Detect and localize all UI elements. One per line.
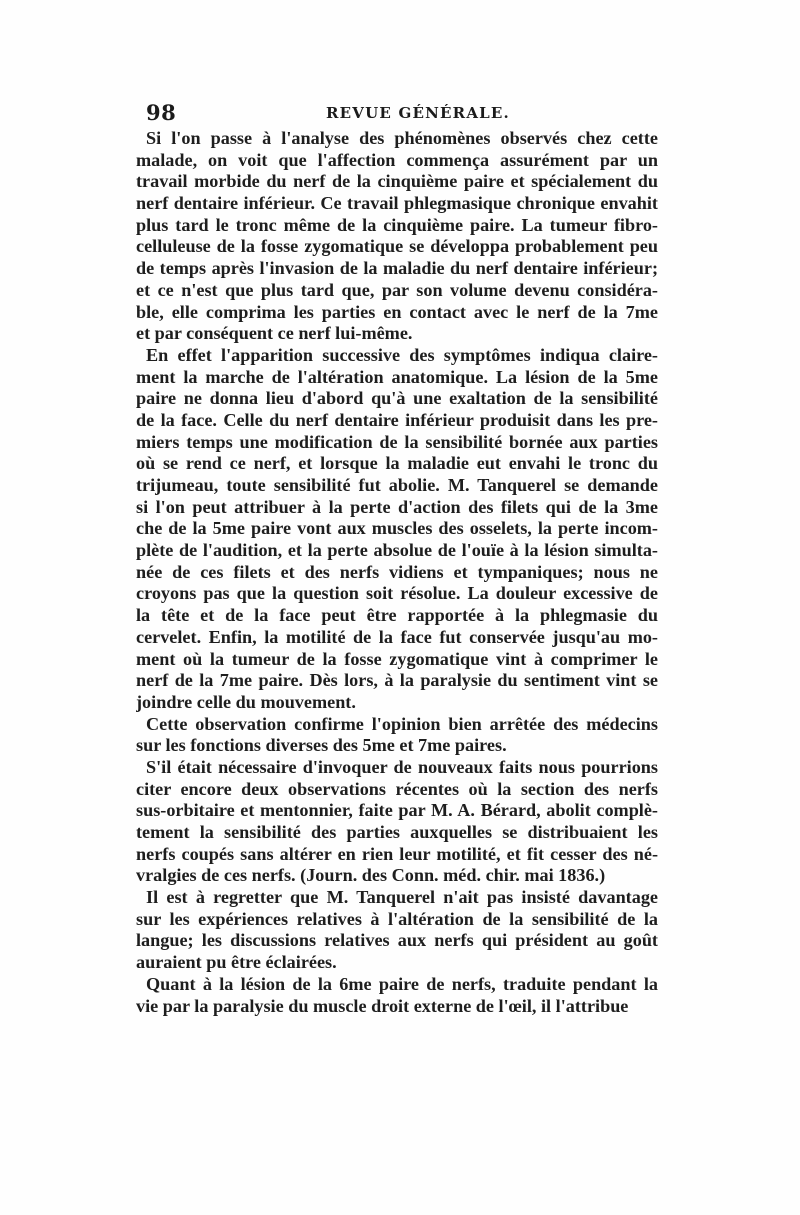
paragraph — [136, 757, 658, 887]
text-line: miers temps une modification de la sensibilité bornée aux parties — [136, 431, 658, 452]
text-line: et ce n'est que plus tard que, par son volume devenu considéra- — [136, 279, 658, 300]
text-line: auraient pu être éclairées. — [136, 952, 337, 973]
text-line: langue; les discussions relatives aux nerfs qui président au goût — [136, 930, 658, 951]
paragraph — [136, 714, 658, 757]
text-line: En effet l'apparition successive des symptômes indiqua claire- — [146, 344, 658, 365]
page-number: 98 — [146, 100, 177, 125]
text-line: vie par la paralysie du muscle droit externe de l'œil, il l'attribue — [136, 995, 629, 1016]
text-line: croyons pas que la question soit résolue. La douleur excessive de — [136, 583, 658, 604]
running-title: REVUE GÉNÉRALE. — [326, 104, 510, 122]
text-line: ble, elle comprima les parties en contact avec le nerf de la 7me — [136, 301, 658, 322]
text-line: Quant à la lésion de la 6me paire de nerfs, traduite pendant la — [146, 973, 658, 994]
text-line: nerfs coupés sans altérer en rien leur motilité, et fit cesser des né- — [136, 843, 658, 864]
text-line: plus tard le tronc même de la cinquième paire. La tumeur fibro- — [136, 214, 658, 235]
text-line: celluleuse de la fosse zygomatique se développa probablement peu — [136, 236, 658, 257]
text-line: plète de l'audition, et la perte absolue de l'ouïe à la lésion simulta- — [136, 540, 658, 561]
text-line: joindre celle du mouvement. — [136, 691, 356, 712]
text-line: trijumeau, toute sensibilité fut abolie. M. Tanquerel se demande — [136, 475, 658, 495]
text-line: nerf de la 7me paire. Dès lors, à la paralysie du sentiment vint se — [136, 670, 658, 691]
paragraph — [136, 887, 658, 974]
text-line: et par conséquent ce nerf lui-même. — [136, 323, 413, 344]
text-line: tement la sensibilité des parties auxquelles se distribuaient les — [136, 822, 658, 842]
text-line: née de ces filets et des nerfs vidiens et tympaniques; nous ne — [136, 561, 658, 582]
text-line: Il est à regretter que M. Tanquerel n'ait pas insisté davantage — [146, 887, 658, 908]
text-line: la tête et de la face peut être rapportée à la phlegmasie du — [136, 605, 658, 626]
text-line: ment la marche de l'altération anatomique. La lésion de la 5me — [136, 366, 658, 387]
text-line: che de la 5me paire vont aux muscles des osselets, la perte incom- — [136, 518, 658, 539]
text-line: sur les fonctions diverses des 5me et 7me paires. — [136, 735, 507, 756]
body-text — [136, 128, 658, 1017]
paragraph — [136, 345, 658, 714]
text-line: travail morbide du nerf de la cinquième paire et spécialement du — [136, 171, 658, 192]
page-header — [146, 100, 658, 128]
text-line: sus-orbitaire et mentonnier, faite par M. A. Bérard, abolit complè- — [136, 800, 658, 821]
text-line: vralgies de ces nerfs. (Journ. des Conn. méd. chir. mai 1836.) — [136, 865, 606, 886]
text-line: ment où la tumeur de la fosse zygomatique vint à comprimer le — [136, 648, 658, 669]
text-line: sur les expériences relatives à l'altération de la sensibilité de la — [136, 908, 658, 929]
text-line: S'il était nécessaire d'invoquer de nouveaux faits nous pourrions — [146, 756, 658, 777]
text-line: paire ne donna lieu d'abord qu'à une exaltation de la sensibilité — [136, 388, 658, 409]
text-line: de temps après l'invasion de la maladie du nerf dentaire inférieur; — [136, 258, 658, 279]
paragraph — [136, 974, 658, 1017]
text-line: de la face. Celle du nerf dentaire inférieur produisit dans les pre- — [136, 409, 658, 430]
text-line: cervelet. Enfin, la motilité de la face fut conservée jusqu'au mo- — [136, 626, 658, 647]
text-line: si l'on peut attribuer à la perte d'action des filets qui de la 3me — [136, 496, 658, 517]
text-line: Cette observation confirme l'opinion bien arrêtée des médecins — [146, 713, 658, 734]
text-line: citer encore deux observations récentes où la section des nerfs — [136, 778, 658, 799]
text-line: malade, on voit que l'affection commença assurément par un — [136, 149, 658, 170]
text-line: Si l'on passe à l'analyse des phénomènes observés chez cette — [146, 128, 658, 148]
paragraph — [136, 128, 658, 345]
text-line: où se rend ce nerf, et lorsque la maladie eut envahi le tronc du — [136, 453, 658, 474]
text-line: nerf dentaire inférieur. Ce travail phlegmasique chronique envahit — [136, 193, 658, 214]
